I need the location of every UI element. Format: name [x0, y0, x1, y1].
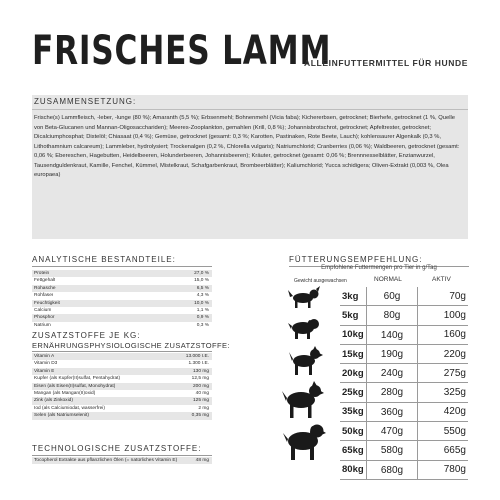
- table-row: Selen (als Natriumselenit) 0,35 mg: [32, 412, 212, 419]
- table-row: Rohfaser 4,3 %: [34, 293, 209, 299]
- table-row: 3kg 60g 70g: [340, 287, 468, 306]
- composition-divider: [32, 109, 468, 110]
- table-row: 15kg 190g 220g: [340, 345, 468, 364]
- table-row: 35kg 360g 420g: [340, 403, 468, 422]
- table-row: 65kg 580g 665g: [340, 441, 468, 460]
- dog-large-icon: [282, 381, 324, 419]
- dog-xlarge-icon: [282, 420, 326, 460]
- table-row: 80kg 680g 780g: [340, 461, 468, 480]
- table-row: Natrium 0,3 %: [34, 322, 209, 328]
- table-row: 20kg 240g 275g: [340, 364, 468, 383]
- feeding-heading: FÜTTERUNGSEMPFEHLUNG:: [289, 255, 423, 264]
- analytical-heading: ANALYTISCHE BESTANDTEILE:: [32, 255, 176, 264]
- feeding-col-weight: Gewicht ausgewachsen: [294, 278, 347, 284]
- feeding-table: [340, 287, 468, 480]
- table-row: 50kg 470g 550g: [340, 422, 468, 441]
- product-subtitle: ALLEINFUTTERMITTEL FÜR HUNDE: [304, 58, 468, 68]
- table-row: Iod (als Calciumiodat, wasserfrei) 2 mg: [34, 405, 209, 411]
- table-row: Rohasche 6,5 %: [32, 285, 212, 292]
- analytical-divider: [32, 266, 212, 267]
- additives-heading: ZUSATZSTOFFE JE KG:: [32, 331, 141, 340]
- table-row: Vitamin E 130 mg: [32, 368, 212, 375]
- feeding-subheading: Empfohlene Futtermengen pro Tier in g/Tag: [321, 265, 437, 271]
- dog-small-2-icon: [287, 316, 321, 340]
- product-title: FRISCHES LAMM: [32, 28, 332, 74]
- feeding-col-active: AKTIV: [432, 276, 451, 283]
- table-row: 10kg 140g 160g: [340, 326, 468, 345]
- composition-section: [32, 95, 468, 239]
- technological-divider: [32, 455, 212, 456]
- technological-table: [32, 457, 212, 464]
- additives-table: [32, 353, 212, 420]
- technological-heading: TECHNOLOGISCHE ZUSATZSTOFFE:: [32, 444, 202, 453]
- table-row: Protein 27,0 %: [32, 270, 212, 277]
- table-row: Vitamin A 13.000 I.E.: [32, 353, 212, 360]
- table-row: 25kg 280g 325g: [340, 383, 468, 402]
- table-row: Kupfer (als Kupfer(II)sulfat, Pentahydrat) 12,5 mg: [34, 376, 209, 382]
- table-row: Vitamin D3 1.300 I.E.: [34, 361, 209, 367]
- analytical-table: [32, 270, 212, 329]
- table-row: Tocopherol Extrakte aus pflanzlichen Ölen (= natürliches Vitamin E) 48 mg: [32, 457, 212, 464]
- table-row: Mangan (als Mangan(II)oxid) 40 mg: [34, 390, 209, 396]
- composition-text: Frische(s) Lammfleisch, -leber, -lunge (80 %); Amaranth (5,5 %); Erbsenmehl; Bohnenmehl (Vicia faba); Kichererbsen, getrocknet; Bierhefe, getrocknet (1 %, Quelle von Beta-Glucanen und Mannan-Oligosacchariden); Meeres-Zooplankton, gemahlen (Krill, 0,8 %); Johannisbrotschrot, getrocknet; Apfeltrester, getrocknet; Dicalciumphosphat; Distelöl; Chiasaat (0,4 %); Gemüse, getrocknet (gesamt: 0,3 %; Karotten, Pastinaken, Rote Beete, Lauch); kohlensaurer Algenkalk (0,3 %, Lithothamnium calcareum); Lammleber, hydrolysiert; Trockenalgen (0,2 %, Chlorella vulgaris); Natriumchlorid; Cranberries (0,06 %); Waldbeeren, getrocknet (gesamt: 0,06 %; Ebereschen, Hagebutten, Heidelbeeren, Holunderbeeren, Johannisbeeren); Kräuter, getrocknet (gesamt: 0,06 %; Brennnesselblätter, Enzianwurzel, Tausendguldenkraut, Kamille, Fenchel, Kümmel, Mistelkraut, Schafgarbenkraut, Brombeerblätter); Kaliumchlorid; Yucca schidigera; Oliven-Extrakt (0,003 %, Olea europaea): [34, 115, 460, 178]
- composition-heading: ZUSAMMENSETZUNG:: [34, 97, 137, 106]
- table-row: Calcium 1,1 %: [34, 307, 209, 313]
- table-row: Fettgehalt 15,0 %: [34, 278, 209, 284]
- table-row: Feuchtigkeit 10,0 %: [32, 300, 212, 307]
- dog-medium-icon: [289, 346, 323, 376]
- table-row: 5kg 80g 100g: [340, 306, 468, 325]
- additives-divider: [32, 351, 212, 352]
- dog-small-icon: [287, 286, 321, 310]
- feeding-col-normal: NORMAL: [374, 276, 402, 283]
- table-row: Zink (als Zinkoxid) 125 mg: [32, 397, 212, 404]
- additives-subheading: ERNÄHRUNGSPHYSIOLOGISCHE ZUSATZSTOFFE:: [32, 341, 230, 350]
- table-row: Eisen (als Eisen(II)sulfat, Monohydrat) 200 mg: [32, 383, 212, 390]
- table-row: Phosphor 0,9 %: [32, 314, 212, 321]
